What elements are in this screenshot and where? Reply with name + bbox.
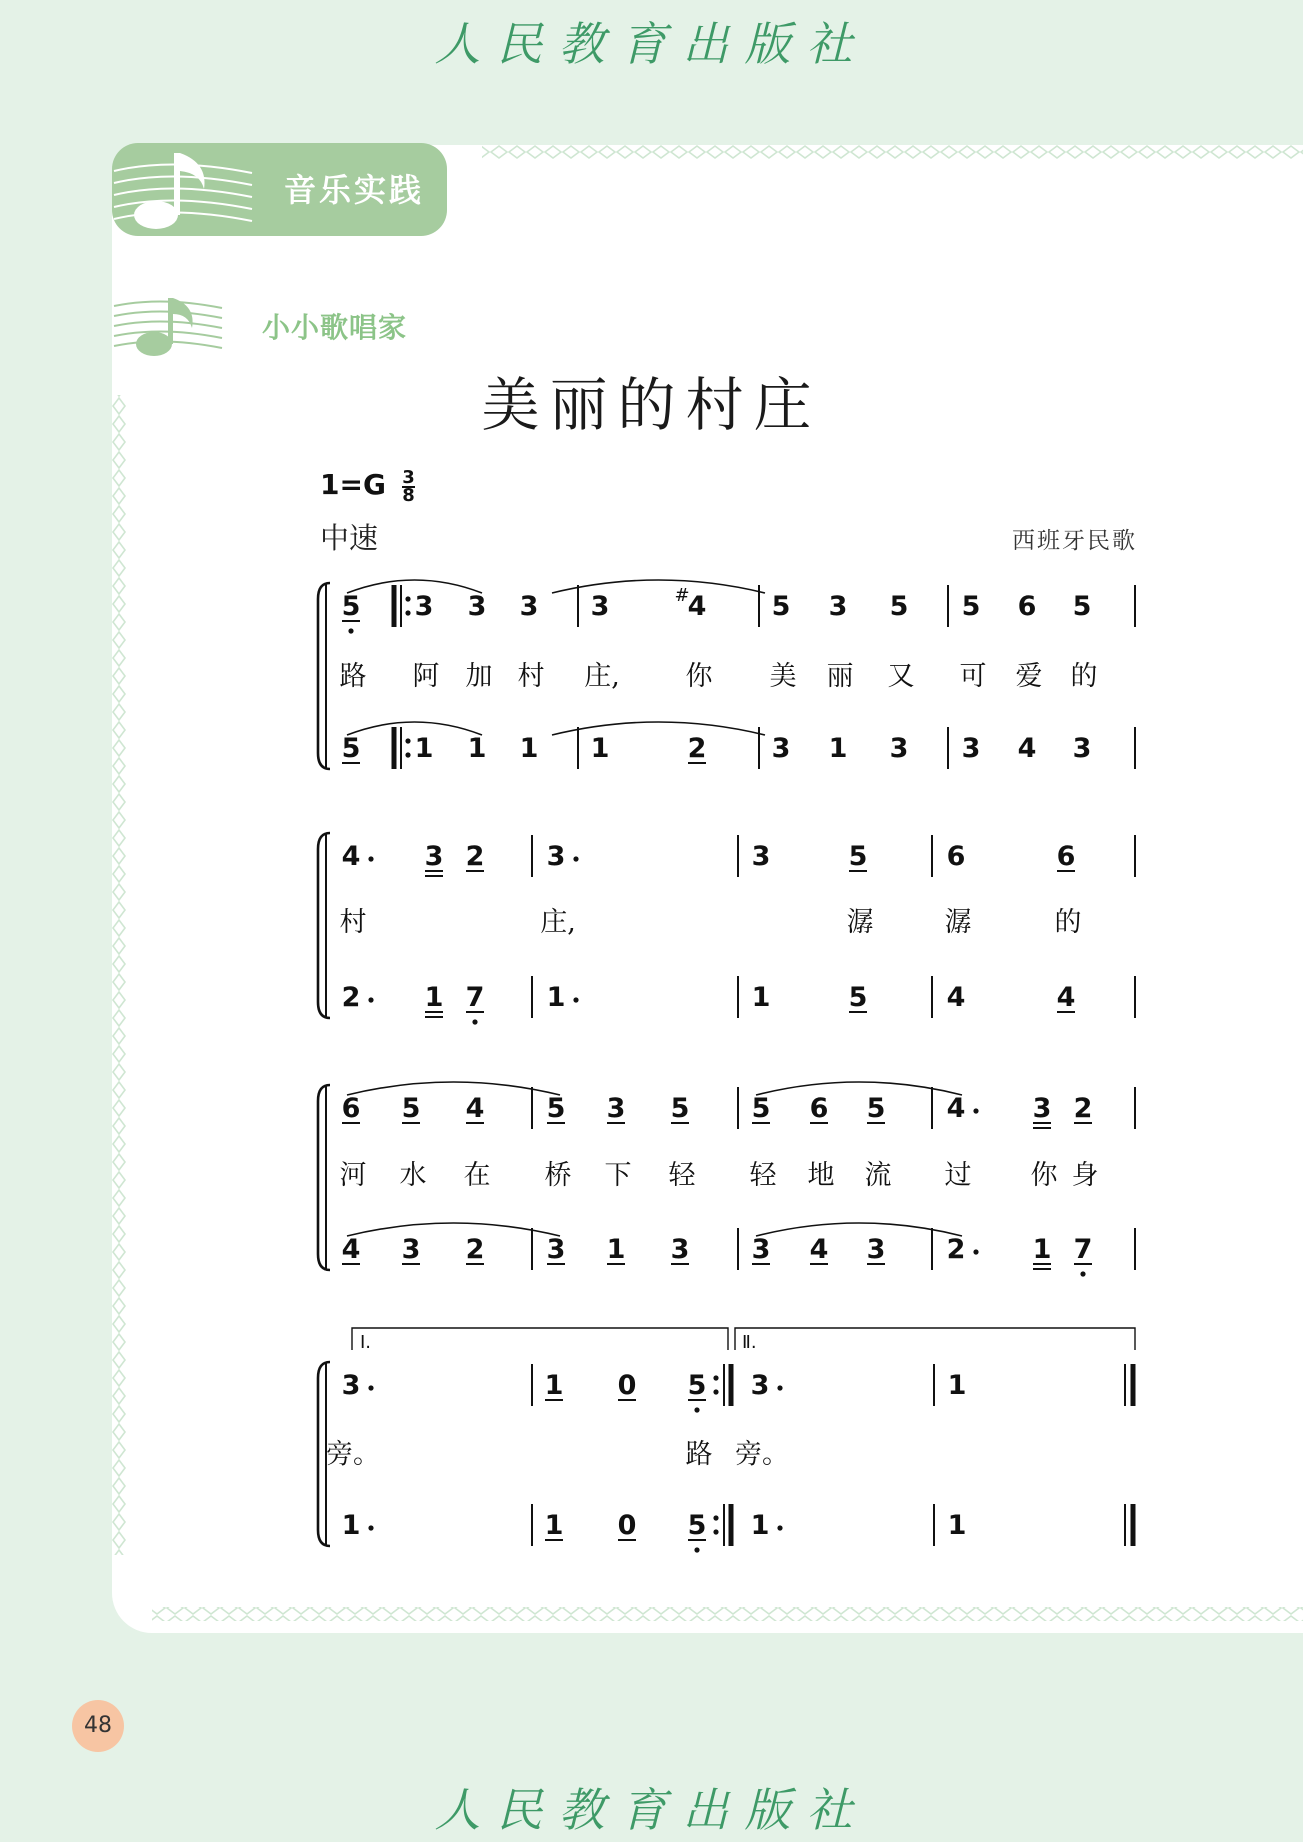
lyric-1-0: 村 [339, 907, 367, 938]
note-s1-lower-2: 7 [465, 982, 485, 1013]
note-s0-upper-7: 3 [828, 591, 848, 622]
note-s0-lower-9: 3 [961, 733, 981, 764]
time-top: 3 [402, 466, 415, 488]
lyric-0-3: 村 [517, 661, 545, 692]
lyric-2-1: 水 [399, 1160, 427, 1191]
note-s0-lower-4: 1 [590, 733, 610, 764]
note-s2-lower-10: 1 [1032, 1234, 1052, 1265]
note-s1-upper-1: 3 [424, 841, 444, 872]
page-number: 48 [72, 1700, 124, 1752]
note-s0-lower-11: 3 [1072, 733, 1092, 764]
lyric-2-5: 轻 [668, 1160, 696, 1191]
note-s2-upper-5: 5 [670, 1093, 690, 1124]
note-s3-lower-0: 1 [341, 1510, 361, 1541]
publisher-header: 人民教育出版社 [434, 17, 869, 71]
augmentation-dot [368, 1385, 373, 1390]
note-s2-upper-4: 3 [606, 1093, 626, 1124]
note-s0-lower-10: 4 [1017, 733, 1037, 764]
note-s1-upper-3: 3 [546, 841, 566, 872]
lyric-2-7: 地 [807, 1160, 835, 1191]
lyric-2-3: 桥 [544, 1160, 572, 1191]
note-s1-upper-5: 5 [848, 841, 868, 872]
repeat-dot [405, 738, 410, 743]
note-s1-lower-5: 5 [848, 982, 868, 1013]
note-s0-upper-11: 5 [1072, 591, 1092, 622]
note-s0-lower-8: 3 [889, 733, 909, 764]
repeat-dot [713, 1389, 718, 1394]
lyric-0-1: 阿 [412, 661, 440, 692]
note-s0-upper-1: 3 [414, 591, 434, 622]
key-text: 1=G [320, 468, 386, 501]
lyric-3-0: 旁。 [326, 1439, 380, 1470]
augmentation-dot [368, 997, 373, 1002]
note-s3-upper-2: 0 [617, 1370, 637, 1401]
note-s3-lower-3: 5 [687, 1510, 707, 1541]
note-s2-lower-8: 3 [866, 1234, 886, 1265]
lyric-0-5: 你 [685, 661, 713, 692]
lyric-1-2: 潺 [846, 907, 874, 938]
note-s2-lower-7: 4 [809, 1234, 829, 1265]
lyric-2-11: 身 [1071, 1160, 1099, 1191]
repeat-dot [405, 596, 410, 601]
note-s3-lower-2: 0 [617, 1510, 637, 1541]
lyric-0-7: 丽 [826, 661, 854, 692]
octave-dot [472, 1019, 477, 1024]
lyric-1-4: 的 [1054, 907, 1082, 938]
lyric-0-11: 的 [1070, 661, 1098, 692]
note-s2-lower-1: 3 [401, 1234, 421, 1265]
note-s3-lower-5: 1 [947, 1510, 967, 1541]
lyric-0-9: 可 [959, 661, 987, 692]
note-s2-lower-4: 1 [606, 1234, 626, 1265]
octave-dot [1080, 1271, 1085, 1276]
lyric-1-3: 潺 [944, 907, 972, 938]
octave-dot [694, 1407, 699, 1412]
note-s0-lower-1: 1 [414, 733, 434, 764]
tempo-marking: 中速 [320, 521, 379, 555]
song-title: 美丽的村庄 [481, 371, 822, 439]
note-s0-upper-6: 5 [771, 591, 791, 622]
octave-dot [694, 1547, 699, 1552]
note-s1-upper-2: 2 [465, 841, 485, 872]
octave-dot [348, 628, 353, 633]
composer-credit: 西班牙民歌 [1012, 528, 1137, 554]
slur [347, 1082, 560, 1095]
note-s2-upper-11: 2 [1073, 1093, 1093, 1124]
note-s0-lower-7: 1 [828, 733, 848, 764]
note-s3-upper-4: 3 [750, 1370, 770, 1401]
note-s2-lower-0: 4 [341, 1234, 361, 1265]
volta-bracket-1 [352, 1328, 728, 1350]
note-s3-lower-4: 1 [750, 1510, 770, 1541]
note-s1-upper-4: 3 [751, 841, 771, 872]
volta-label-1: Ⅰ. [360, 1332, 372, 1353]
note-s2-lower-9: 2 [946, 1234, 966, 1265]
note-s0-lower-3: 1 [519, 733, 539, 764]
lyric-0-0: 路 [339, 661, 367, 692]
volta-label-2: Ⅱ. [742, 1332, 757, 1353]
note-s0-upper-3: 3 [519, 591, 539, 622]
augmentation-dot [777, 1385, 782, 1390]
lyric-0-8: 又 [887, 661, 915, 692]
note-s1-lower-4: 1 [751, 982, 771, 1013]
note-s1-lower-7: 4 [1056, 982, 1076, 1013]
lyric-3-1: 路 [685, 1439, 713, 1470]
publisher-footer: 人民教育出版社 [434, 1783, 869, 1837]
note-s0-lower-0: 5 [341, 733, 361, 764]
note-s0-upper-2: 3 [467, 591, 487, 622]
repeat-dot [405, 752, 410, 757]
slur [347, 1223, 560, 1236]
note-s0-upper-0: 5 [341, 591, 361, 622]
augmentation-dot [368, 1525, 373, 1530]
volta-bracket-2 [735, 1328, 1135, 1350]
augmentation-dot [777, 1525, 782, 1530]
note-s3-upper-0: 3 [341, 1370, 361, 1401]
lyric-2-9: 过 [944, 1160, 972, 1191]
note-s1-lower-0: 2 [341, 982, 361, 1013]
augmentation-dot [368, 856, 373, 861]
lyric-2-0: 河 [339, 1160, 367, 1191]
note-s0-lower-5: 2 [687, 733, 707, 764]
repeat-dot [713, 1529, 718, 1534]
repeat-dot [405, 610, 410, 615]
note-s0-upper-9: 5 [961, 591, 981, 622]
note-s0-lower-2: 1 [467, 733, 487, 764]
note-s2-lower-11: 7 [1073, 1234, 1093, 1265]
augmentation-dot [973, 1249, 978, 1254]
augmentation-dot [573, 997, 578, 1002]
note-s0-upper-4: 3 [590, 591, 610, 622]
note-s2-lower-5: 3 [670, 1234, 690, 1265]
note-s2-upper-1: 5 [401, 1093, 421, 1124]
lyric-0-6: 美 [769, 661, 797, 692]
note-s1-upper-0: 4 [341, 841, 361, 872]
system-brace [318, 833, 330, 1018]
note-s1-upper-7: 6 [1056, 841, 1076, 872]
system-brace [318, 1085, 330, 1270]
note-s0-lower-6: 3 [771, 733, 791, 764]
repeat-dot [713, 1375, 718, 1380]
note-s1-upper-6: 6 [946, 841, 966, 872]
note-s3-lower-1: 1 [544, 1510, 564, 1541]
note-s1-lower-6: 4 [946, 982, 966, 1013]
note-s2-upper-0: 6 [341, 1093, 361, 1124]
note-s2-upper-2: 4 [465, 1093, 485, 1124]
note-s3-upper-5: 1 [947, 1370, 967, 1401]
slur [552, 722, 765, 735]
note-s3-upper-3: 5 [687, 1370, 707, 1401]
note-s2-lower-6: 3 [751, 1234, 771, 1265]
note-s2-upper-6: 5 [751, 1093, 771, 1124]
note-s2-upper-8: 5 [866, 1093, 886, 1124]
lyric-1-1: 庄, [540, 907, 576, 938]
lyric-0-4: 庄, [584, 661, 620, 692]
lyric-2-8: 流 [864, 1160, 892, 1191]
note-s1-lower-1: 1 [424, 982, 444, 1013]
sub-title: 小小歌唱家 [262, 311, 408, 344]
sharp-sign: # [674, 585, 690, 606]
slur [552, 580, 765, 593]
lyric-2-4: 下 [604, 1160, 632, 1191]
lyric-3-2: 旁。 [735, 1439, 789, 1470]
augmentation-dot [973, 1108, 978, 1113]
section-title: 音乐实践 [284, 171, 425, 209]
lyric-2-6: 轻 [749, 1160, 777, 1191]
augmentation-dot [573, 856, 578, 861]
lyric-2-2: 在 [463, 1160, 491, 1191]
note-s1-lower-3: 1 [546, 982, 566, 1013]
lyric-2-10: 你 [1030, 1160, 1058, 1191]
note-s0-upper-5: 4 [687, 591, 707, 622]
note-s2-upper-7: 6 [809, 1093, 829, 1124]
lyric-0-10: 爱 [1015, 661, 1043, 692]
note-s0-upper-10: 6 [1017, 591, 1037, 622]
note-s2-lower-3: 3 [546, 1234, 566, 1265]
lyric-0-2: 加 [465, 661, 493, 692]
repeat-dot [713, 1515, 718, 1520]
note-s0-upper-8: 5 [889, 591, 909, 622]
note-s2-upper-10: 3 [1032, 1093, 1052, 1124]
time-bottom: 8 [402, 484, 415, 506]
note-s3-upper-1: 1 [544, 1370, 564, 1401]
system-brace [318, 583, 330, 769]
note-s2-lower-2: 2 [465, 1234, 485, 1265]
note-s2-upper-9: 4 [946, 1093, 966, 1124]
note-s2-upper-3: 5 [546, 1093, 566, 1124]
